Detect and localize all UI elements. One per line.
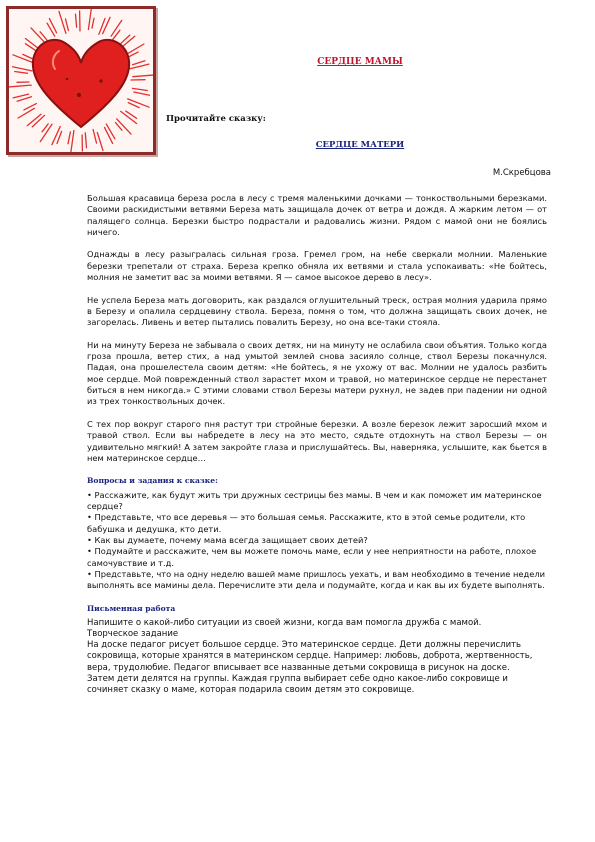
- heart-ray: [88, 9, 91, 29]
- heart-ray: [123, 36, 135, 46]
- heart-ray: [93, 130, 96, 144]
- story-paragraph: Большая красавица береза росла в лесу с тремя маленькими дочками — тонкоствольными березками. Своими раскидистыми ветвями Береза мать защищала дочек от ветра и дождя. А жарким летом — от палящего солнца. Березки быстро подрастали и радовались жизни. Рядом с мамой они не боялись ничего.: [87, 193, 547, 237]
- story-paragraph: Ни на минуту Береза не забывала о своих детях, ни на минуту не ослабила свои объятия. Только когда гроза прошла, ветер стих, а над умытой землей снова засияло солнце, ствол Березы покачнулся. Падая, она прошелестела своим детям: «Не бойтесь, я не ухожу от вас. Молнии не удалось разбить мое сердце. Мой поврежденный ствол зарастет мхом и травой, но материнское сердце не перестанет биться в нем никогда.» С этими словами ствол Березы матери рухнул, не задев при падении ни одной из трех тонкоствольных дочек.: [87, 339, 547, 407]
- question-item: • Подумайте и расскажите, чем вы можете помочь маме, если у нее неприятности на работе, плохое самочувствие и т.д.: [87, 546, 537, 568]
- written-work-line: На доске педагог рисует большое сердце. Это материнское сердце. Дети должны перечислить сокровища, которые хранятся в материнском сердце. Например: любовь, доброта, жертвенность, вера, трудолюбие. Педагог вписывает все названные детьми сокровища в рисунок на доске.: [87, 640, 533, 673]
- heart-ray: [133, 75, 153, 77]
- heart-ray: [59, 11, 66, 33]
- heart-picture: [6, 6, 156, 155]
- written-work-line: Напишите о какой-либо ситуации из своей жизни, когда вам помогла дружба с мамой.: [87, 617, 482, 628]
- heart-ray: [15, 72, 28, 74]
- questions-list: [87, 490, 547, 592]
- heart-ray: [76, 14, 77, 27]
- radiant-heart-icon: [9, 9, 153, 152]
- heart-ray: [17, 97, 31, 102]
- heart-ray: [92, 18, 94, 28]
- story-paragraph: С тех пор вокруг старого пня растут три стройные березки. А возле березок лежит заросший мхом и травой ствол. Если вы набредете в лесу на это место, сядьте отдохнуть на ствол Березы — он удивительно мягкий! А затем закройте глаза и прислушайтесь. Вы, наверняка, услышите, как бьется в нем материнское сердце…: [87, 418, 547, 463]
- heart-ray: [52, 127, 60, 145]
- written-work-line: Затем дети делятся на группы. Каждая группа выбирает себе одно какое-либо сокровище и сочиняет сказку о маме, которая подарила своим детям это сокровище.: [87, 673, 508, 695]
- heart-ray: [128, 99, 149, 107]
- questions-heading: Вопросы и задания к сказке:: [87, 476, 218, 486]
- heart-shape: [33, 40, 129, 127]
- heart-ray: [66, 19, 69, 31]
- heart-ray: [97, 133, 103, 151]
- heart-ray: [18, 108, 34, 118]
- heart-ray: [103, 17, 111, 33]
- story-title: СЕРДЦЕ МАТЕРИ: [315, 140, 405, 150]
- heart-ray: [47, 23, 55, 36]
- heart-ray: [13, 55, 33, 63]
- heart-ray: [134, 92, 150, 95]
- question-item: • Представьте, что на одну неделю вашей маме пришлось уехать, и вам необходимо в течение недели выполнять все мамины дела. Перечислите эти дела и подумайте, когда и как вы их будете выполнять.: [87, 568, 546, 591]
- heart-ray: [13, 94, 29, 98]
- story-paragraph: Однажды в лесу разыгралась сильная гроза. Гремел гром, на небе сверкали молнии. Маленькие березки трепетали от страха. Береза крепко обняла их ветвями и стала успокаивать: «Не бойтесь, молния не заметит вас за моими ветвями. Я — самое высокое дерево в лесу».: [87, 249, 547, 283]
- heart-ray: [133, 88, 148, 90]
- read-label: Прочитайте сказку:: [166, 114, 266, 124]
- heart-ray: [23, 54, 32, 58]
- question-item: • Расскажите, как будут жить три дружных сестрицы без мамы. В чем и как поможет им материнское сердце?: [87, 489, 542, 512]
- heart-ray: [105, 127, 113, 143]
- heart-ray: [9, 85, 31, 87]
- heart-ray: [106, 124, 115, 139]
- story-paragraph: Не успела Береза мать договорить, как раздался оглушительный треск, острая молния ударила прямо в Березу и опалила сердцевину ствола. Береза, помня о том, что должна защищать своих дочек, не загорелась. Ливень и ветер пытались повалить Березу, но она все-таки стояла.: [87, 294, 547, 328]
- heart-ray: [133, 61, 145, 65]
- heart-ray: [49, 19, 56, 33]
- heart-ray: [68, 132, 70, 144]
- heart-ray: [13, 67, 33, 71]
- page-title: СЕРДЦЕ МАМЫ: [317, 57, 403, 67]
- question-item: • Представьте, что все деревья — это большая семья. Расскажите, кто в этой семье родители, кто бабушка и дедушка, кто дети.: [87, 512, 526, 534]
- heart-ray: [71, 131, 74, 153]
- story-content: [87, 193, 547, 696]
- written-work-heading: Письменная работа: [87, 604, 176, 614]
- creative-task-label: Творческое задание: [87, 628, 179, 639]
- heart-ray: [85, 133, 86, 148]
- written-work-body: [87, 618, 547, 696]
- author-name: М.Скребцова: [492, 168, 551, 178]
- question-item: • Как вы думаете, почему мама всегда защищает своих детей?: [87, 534, 368, 545]
